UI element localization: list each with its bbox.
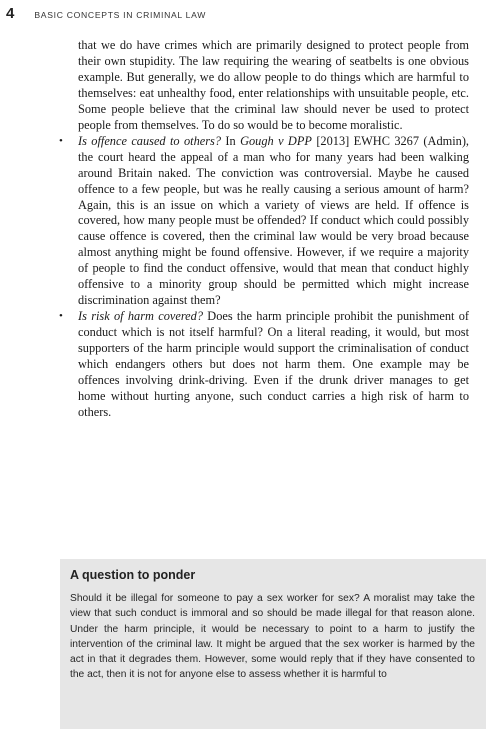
bullet-item-offence	[59, 133, 470, 309]
case-name: Gough v DPP	[240, 133, 312, 148]
main-text	[59, 38, 470, 421]
bullet-item-risk	[59, 309, 469, 421]
question-box	[60, 559, 486, 729]
paragraph: that we do have crimes which are primarily designed to protect people from their own stupidity. The law requiring the wearing of seatbelts is one obvious example. But generally, we do allow people to do things which are harmful to themselves: eat unhealthy food, enter relationships with unsuitable people, etc. Some people believe that the criminal law should never be used to protect people from themselves. To do so would be to become moralistic.	[78, 38, 469, 132]
box-text: Should it be illegal for someone to pay a sex worker for sex? A moralist may take the view that such conduct is immoral and so should be made illegal for that reason alone. Under the harm principle, it would be necessary to point to a harm to justify the intervention of the criminal law. It might be argued that the sex worker is harmed by the act in that it degrades them. However, some would reply that if they have consented to the act, then it is not for anyone else to assess whether it is harmful to	[70, 593, 475, 681]
bullet-icon: •	[59, 310, 63, 323]
bullet-lead: Is risk of harm covered?	[78, 309, 203, 324]
page-number: 4	[6, 5, 15, 22]
bullet-text: [2013] EWHC 3267 (Admin), the court heard the appeal of a man who for many years had been walking around Britain naked. The conviction was controversial. Maybe he caused offence to a few people, but was he really causing a serious amount of harm? Again, this is an issue on which a variety of views are held. If offence is covered, how many people must be offended? If conduct which could possibly cause offence is covered, then the criminal law would be very broad because almost anything might be found offensive. However, if we require a majority of people to find the conduct offensive, would that mean that conduct highly offensive to a minority group should be permitted which might increase discrimination against them?	[78, 133, 470, 308]
box-title: A question to ponder	[70, 568, 196, 582]
bullet-text: Does the harm principle prohibit the punishment of conduct which is not itself harmful? On a literal reading, it would, but most supporters of the harm principle would support the criminalisation of conduct which endangers others but does not harm them. One example may be offences involving drink-driving. Even if the drunk driver manages to get home without hurting anyone, such conduct carries a high risk of harm to others.	[78, 309, 469, 419]
page-header	[6, 5, 206, 25]
bullet-lead: Is offence caused to others?	[78, 133, 222, 148]
bullet-icon: •	[59, 134, 63, 147]
bullet-text: In	[221, 133, 241, 148]
running-head: BASIC CONCEPTS IN CRIMINAL LAW	[34, 10, 207, 20]
